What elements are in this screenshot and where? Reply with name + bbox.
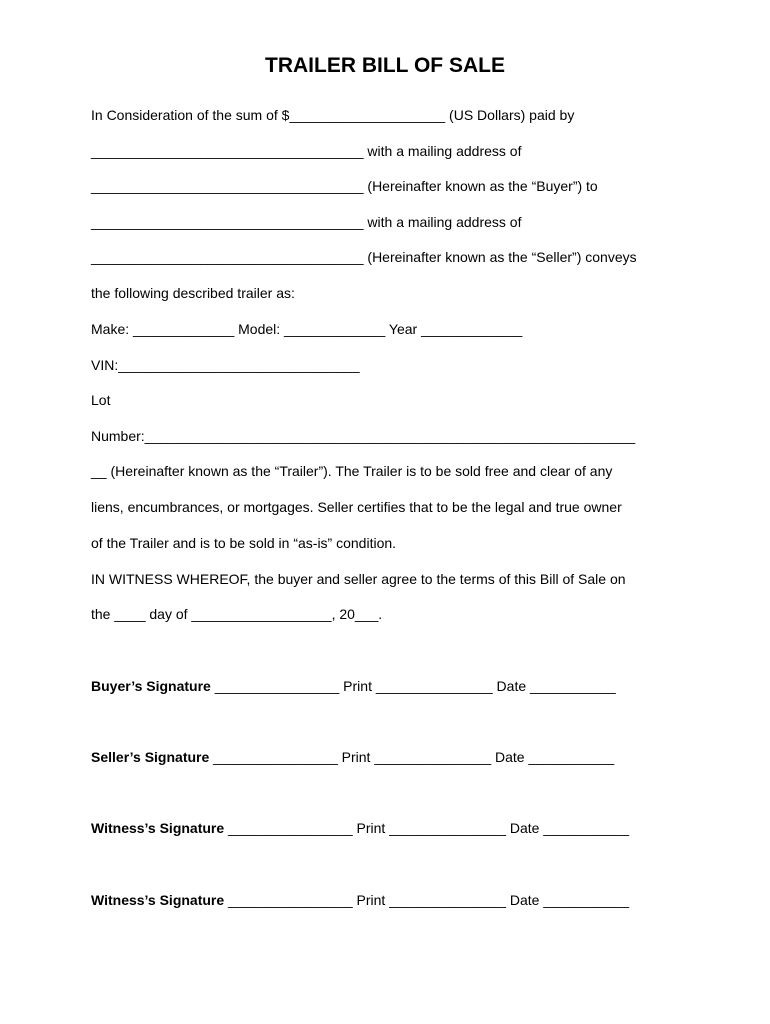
seller-name-line: ___________________________________ with a mailing address of [91, 214, 522, 230]
seller-address-line: ___________________________________ (Hereinafter known as the “Seller”) conveys [91, 249, 637, 265]
buyer-signature-fields: ________________ Print _______________ Date ___________ [210, 678, 616, 694]
buyer-signature-label: Buyer’s Signature [91, 678, 211, 694]
buyer-address-line: ___________________________________ (Hereinafter known as the “Buyer”) to [91, 178, 598, 194]
witness-signature-label-2: Witness’s Signature [91, 892, 225, 908]
trailer-description-intro: the following described trailer as: [91, 285, 295, 301]
vin-line: VIN:_______________________________ [91, 357, 360, 373]
trailer-terms-line-2: liens, encumbrances, or mortgages. Seller certifies that to be the legal and true owner [91, 499, 622, 515]
seller-signature-fields: ________________ Print _______________ Date ___________ [209, 749, 615, 765]
buyer-signature-row [91, 677, 616, 695]
witness-signature-row-2 [91, 891, 629, 909]
witness-signature-label-1: Witness’s Signature [91, 820, 225, 836]
witness-signature-row-1 [91, 819, 629, 837]
document-title: TRAILER BILL OF SALE [265, 54, 505, 77]
trailer-terms-line-1: __ (Hereinafter known as the “Trailer”). The Trailer is to be sold free and clear of any [91, 463, 613, 479]
seller-signature-row [91, 748, 614, 766]
make-model-year-line: Make: _____________ Model: _____________ Year _____________ [91, 321, 523, 337]
witness-signature-fields-2: ________________ Print _______________ Date ___________ [224, 892, 629, 908]
trailer-terms-line-3: of the Trailer and is to be sold in “as-is” condition. [91, 535, 397, 551]
witness-whereof-line: IN WITNESS WHEREOF, the buyer and seller agree to the terms of this Bill of Sale on [91, 571, 626, 587]
lot-label: Lot [91, 392, 111, 408]
lot-number-line: Number:_______________________________________________________________ [91, 428, 636, 444]
consideration-line: In Consideration of the sum of $____________________ (US Dollars) paid by [91, 107, 575, 123]
date-line: the ____ day of __________________, 20___. [91, 606, 383, 622]
seller-signature-label: Seller’s Signature [91, 749, 210, 765]
witness-signature-fields-1: ________________ Print _______________ Date ___________ [224, 820, 629, 836]
buyer-name-line: ___________________________________ with a mailing address of [91, 143, 522, 159]
